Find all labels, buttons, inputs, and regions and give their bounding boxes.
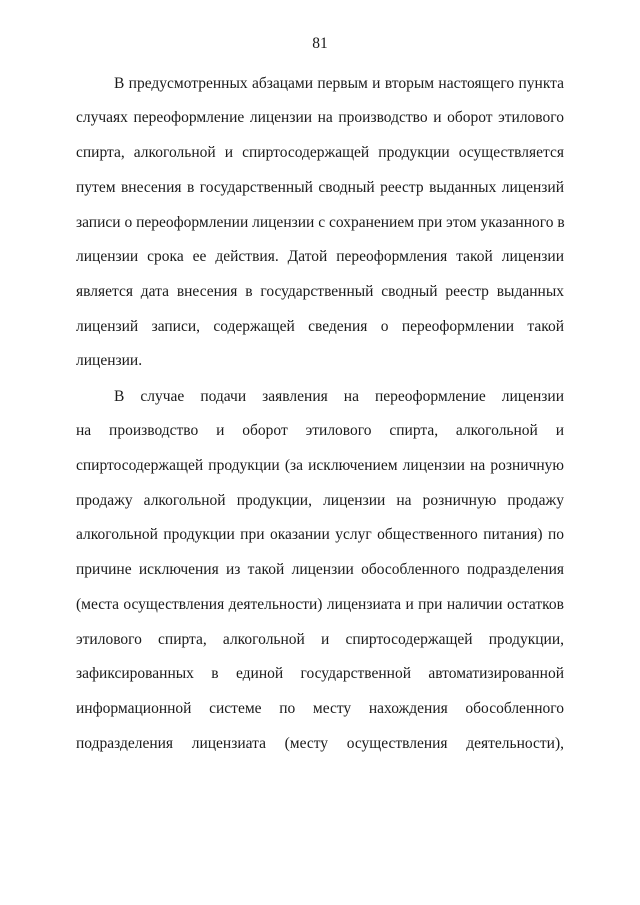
paragraph-1-line-2: случаях переоформление лицензии на производство и оборот этилового xyxy=(76,109,564,126)
paragraph-2-line-9: зафиксированных в единой государственной автоматизированной xyxy=(76,665,564,682)
paragraph-2-line-7: (места осуществления деятельности) лицензиата и при наличии остатков xyxy=(76,596,564,613)
page-number: 81 xyxy=(312,35,328,52)
paragraph-1-line-9: лицензии. xyxy=(76,352,143,369)
paragraph-1-line-7: является дата внесения в государственный сводный реестр выданных xyxy=(76,283,564,300)
paragraph-2-line-5: алкогольной продукции при оказании услуг общественного питания) по xyxy=(76,526,564,543)
paragraph-2-line-2: на производство и оборот этилового спирта, алкогольной и xyxy=(76,422,564,439)
paragraph-1-line-1: В предусмотренных абзацами первым и вторым настоящего пункта xyxy=(114,75,564,92)
paragraph-1-line-6: лицензии срока ее действия. Датой переоформления такой лицензии xyxy=(76,248,564,265)
paragraph-2-line-8: этилового спирта, алкогольной и спиртосодержащей продукции, xyxy=(76,631,564,648)
paragraph-1-line-4: путем внесения в государственный сводный реестр выданных лицензий xyxy=(76,179,564,196)
paragraph-1-line-3: спирта, алкогольной и спиртосодержащей продукции осуществляется xyxy=(76,144,564,161)
paragraph-2-line-11: подразделения лицензиата (месту осуществления деятельности), xyxy=(76,735,564,752)
paragraph-2-line-10: информационной системе по месту нахождения обособленного xyxy=(76,700,564,717)
paragraph-2-line-3: спиртосодержащей продукции (за исключением лицензии на розничную xyxy=(76,457,564,474)
paragraph-2-line-6: причине исключения из такой лицензии обособленного подразделения xyxy=(76,561,564,578)
paragraph-2-line-4: продажу алкогольной продукции, лицензии на розничную продажу xyxy=(76,492,564,509)
paragraph-1-line-8: лицензий записи, содержащей сведения о переоформлении такой xyxy=(76,318,564,335)
paragraph-1-line-5: записи о переоформлении лицензии с сохранением при этом указанного в xyxy=(76,214,565,231)
paragraph-2-line-1: В случае подачи заявления на переоформление лицензии xyxy=(114,388,564,405)
